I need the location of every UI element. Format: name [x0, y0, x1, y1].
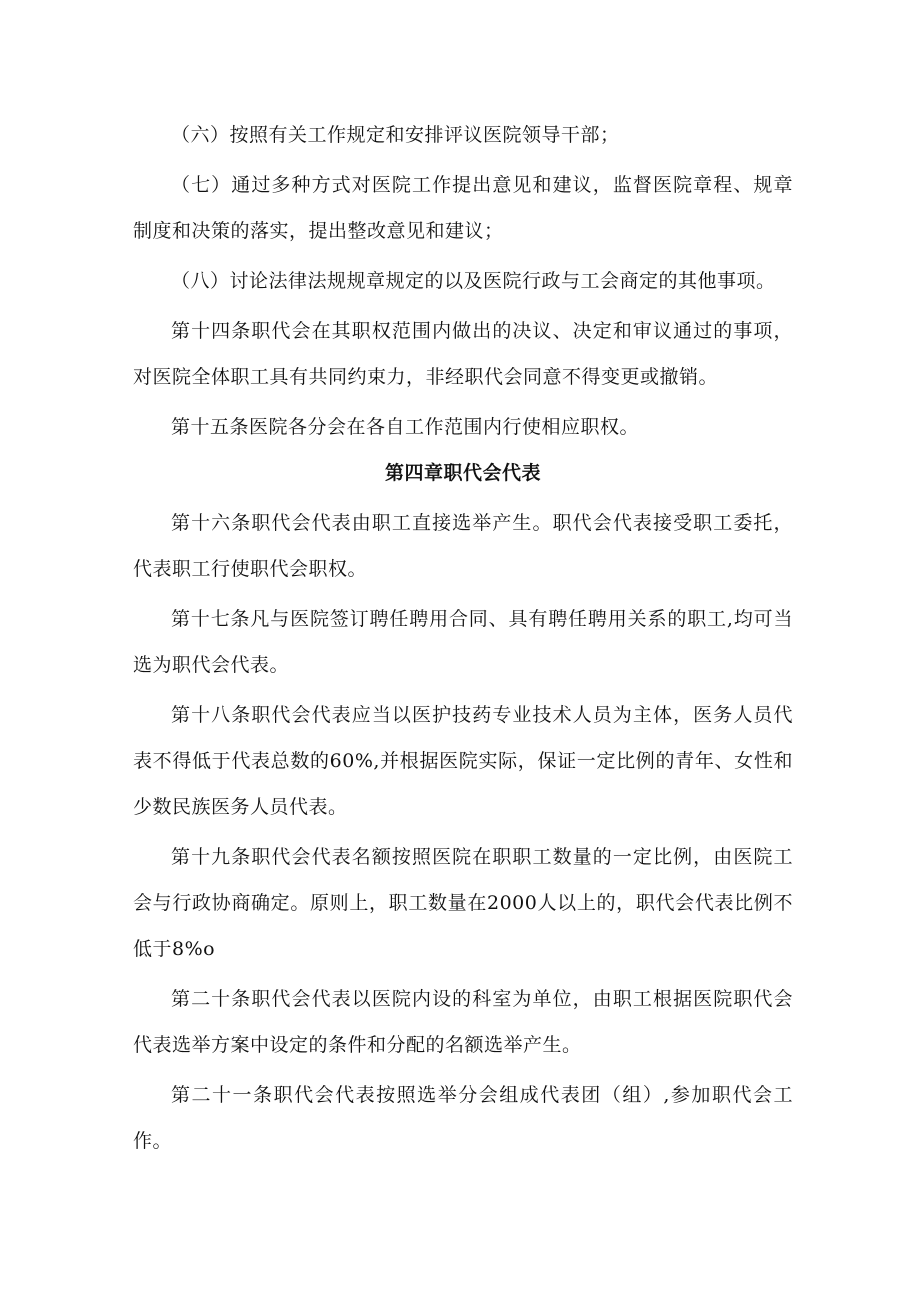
article-14-paragraph: 第十四条职代会在其职权范围内做出的决议、决定和审议通过的事项，对医院全体职工具有共同约束力，非经职代会同意不得变更或撤销。	[133, 320, 793, 388]
article-19-paragraph: 第十九条职代会代表名额按照医院在职职工数量的一定比例，由医院工会与行政协商确定。原则上，职工数量在2000人以上的，职代会代表比例不低于8%o	[133, 846, 793, 960]
item-6-paragraph: （六）按照有关工作规定和安排评议医院领导干部；	[171, 124, 620, 146]
article-21-paragraph: 第二十一条职代会代表按照选举分会组成代表团（组）,参加职代会工作。	[133, 1084, 793, 1152]
article-20-paragraph: 第二十条职代会代表以医院内设的科室为单位，由职工根据医院职代会代表选举方案中设定的条件和分配的名额选举产生。	[133, 988, 793, 1056]
item-7-paragraph: （七）通过多种方式对医院工作提出意见和建议，监督医院章程、规章制度和决策的落实，提出整改意见和建议；	[133, 174, 793, 242]
article-16-paragraph: 第十六条职代会代表由职工直接选举产生。职代会代表接受职工委托，代表职工行使职代会职权。	[133, 512, 793, 580]
article-15-paragraph: 第十五条医院各分会在各自工作范围内行使相应职权。	[171, 416, 640, 438]
chapter-4-heading: 第四章职代会代表	[384, 462, 541, 484]
article-17-paragraph: 第十七条凡与医院签订聘任聘用合同、具有聘任聘用关系的职工,均可当选为职代会代表。	[133, 608, 793, 676]
article-18-paragraph: 第十八条职代会代表应当以医护技药专业技术人员为主体，医务人员代表不得低于代表总数的60%,并根据医院实际，保证一定比例的青年、女性和少数民族医务人员代表。	[133, 704, 793, 818]
item-8-paragraph: （八）讨论法律法规规章规定的以及医院行政与工会商定的其他事项。	[171, 270, 776, 292]
document-body	[133, 112, 793, 1164]
